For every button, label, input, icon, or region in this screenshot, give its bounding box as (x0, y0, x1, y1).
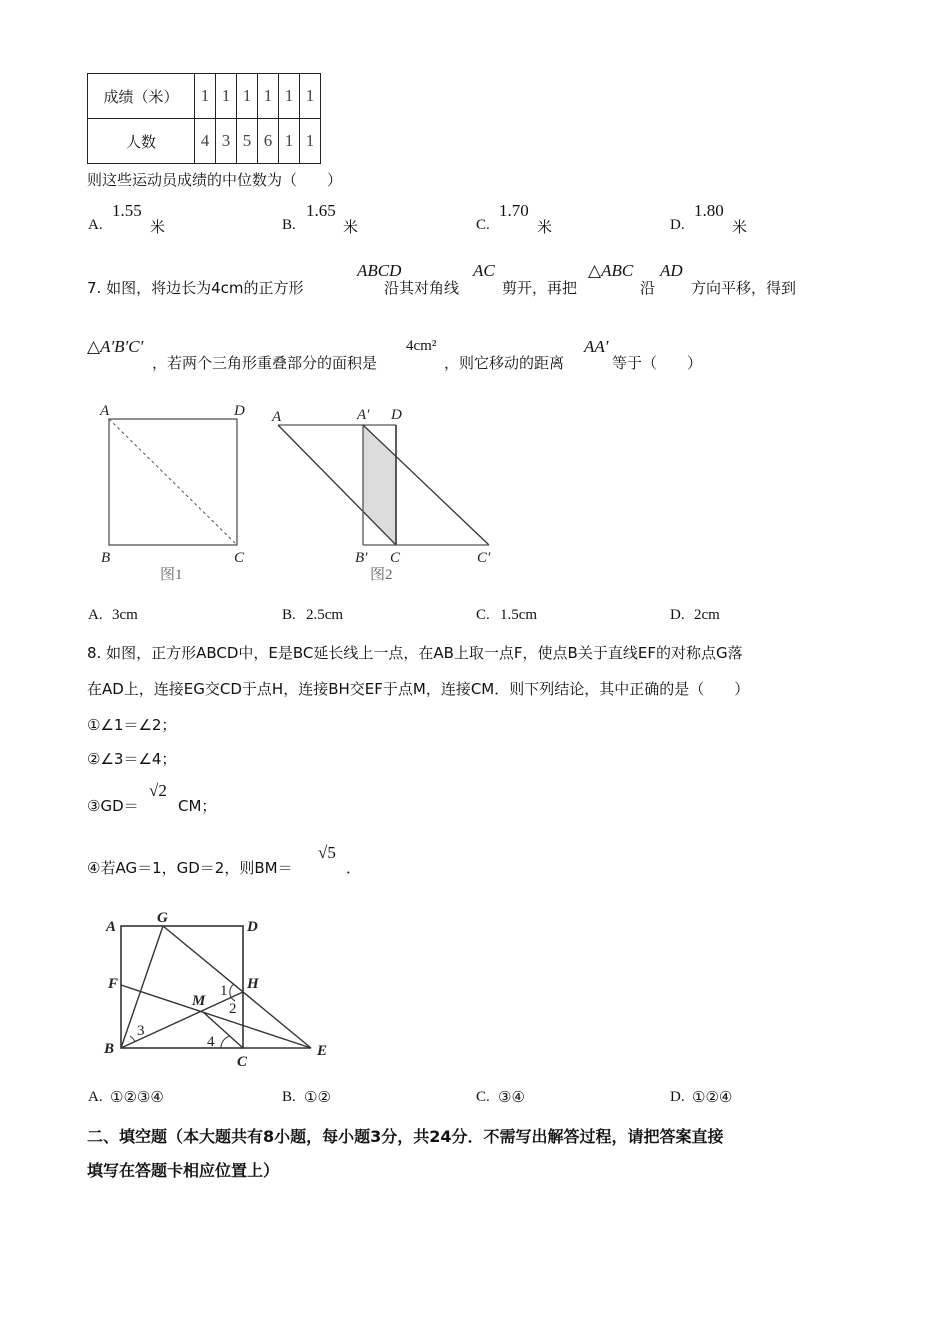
text: ，若两个三角形重叠部分的面积是 (152, 354, 378, 372)
option-text: 2cm (694, 607, 720, 623)
label: C (234, 550, 245, 566)
math: √2 (149, 781, 167, 800)
table-cell: 4 (195, 119, 216, 164)
option-unit: 米 (537, 218, 553, 236)
text: 方向平移，得到 (691, 279, 797, 297)
math: AC (473, 261, 495, 280)
math: AA′ (584, 337, 609, 356)
label: A′ (357, 407, 370, 423)
math: 4cm² (406, 338, 437, 354)
option-value: 1.70 (499, 201, 529, 220)
option-letter: B. (282, 607, 296, 623)
text: ③GD＝ (87, 797, 139, 815)
label: H (247, 976, 259, 992)
caption: 图2 (370, 567, 393, 583)
text: ． (346, 859, 362, 877)
option-text: 2.5cm (306, 607, 344, 623)
option-letter: D. (670, 607, 685, 623)
label: C′ (477, 550, 491, 566)
option-value: 1.80 (694, 201, 724, 220)
table-cell: 1 (195, 74, 216, 119)
text: ，则它移动的距离 (444, 354, 565, 372)
text: 沿 (640, 279, 656, 297)
row-header: 成绩（米） (88, 74, 195, 119)
table-cell: 1 (300, 74, 321, 119)
option-text: ①② (304, 1088, 331, 1106)
label: F (108, 976, 119, 992)
table-cell: 1 (258, 74, 279, 119)
option-letter: B. (282, 217, 296, 233)
label: G (157, 910, 168, 926)
option-unit: 米 (150, 218, 166, 236)
math: △A′B′C′ (87, 337, 144, 356)
q8-line1: 8. 如图，正方形ABCD中，E是BC延长线上一点，在AB上取一点F，使点B关于直线EF的对称点G落 (87, 644, 743, 662)
option-text: ①②④ (692, 1088, 733, 1106)
option-value: 1.65 (306, 201, 336, 220)
option-letter: C. (476, 217, 490, 233)
label: B (104, 1041, 115, 1057)
option-unit: 米 (343, 218, 359, 236)
label: M (192, 993, 206, 1009)
label: A (106, 919, 117, 935)
math: ABCD (357, 261, 402, 280)
option-letter: D. (670, 217, 685, 233)
text: 沿其对角线 (384, 279, 460, 297)
label: 3 (137, 1023, 145, 1039)
option-unit: 米 (732, 218, 748, 236)
q8-statement-2: ②∠3＝∠4； (87, 750, 177, 768)
table-cell: 1 (279, 74, 300, 119)
math: AD (660, 261, 683, 280)
text: 等于（ ） (612, 354, 703, 372)
option-text: 3cm (112, 607, 138, 623)
label: E (317, 1043, 328, 1059)
label: B′ (355, 550, 368, 566)
row-header: 人数 (88, 119, 195, 164)
table-cell: 1 (300, 119, 321, 164)
table-cell: 6 (258, 119, 279, 164)
table-cell: 1 (279, 119, 300, 164)
section-heading: 二、填空题（本大题共有8小题，每小题3分，共24分．不需写出解答过程，请把答案直接 (87, 1127, 724, 1146)
label: D (247, 919, 258, 935)
option-letter: A. (88, 1089, 103, 1105)
text: 剪开，再把 (502, 279, 578, 297)
text: CM； (178, 797, 217, 815)
label: 1 (220, 983, 228, 999)
option-letter: B. (282, 1089, 296, 1105)
math: √5 (318, 843, 336, 862)
option-text: ①②③④ (110, 1088, 164, 1106)
q8-statement-1: ①∠1＝∠2； (87, 716, 177, 734)
label: D (234, 403, 245, 419)
label: A (100, 403, 110, 419)
option-letter: A. (88, 217, 103, 233)
q6-question: 则这些运动员成绩的中位数为（ ） (87, 171, 343, 189)
label: D (391, 407, 402, 423)
math: △ABC (588, 261, 634, 280)
table-cell: 1 (237, 74, 258, 119)
text: ④若AG＝1，GD＝2，则BM＝ (87, 859, 293, 877)
label: A (272, 409, 282, 425)
option-letter: C. (476, 607, 490, 623)
option-text: 1.5cm (500, 607, 538, 623)
table-cell: 5 (237, 119, 258, 164)
label: 4 (207, 1034, 215, 1050)
q8-line2: 在AD上，连接EG交CD于点H，连接BH交EF于点M，连接CM．则下列结论，其中正确的是（ ） (87, 680, 750, 698)
option-letter: D. (670, 1089, 685, 1105)
table-cell: 1 (216, 74, 237, 119)
option-value: 1.55 (112, 201, 142, 220)
label: C (237, 1054, 248, 1070)
option-letter: C. (476, 1089, 490, 1105)
option-letter: A. (88, 607, 103, 623)
label: C (390, 550, 401, 566)
caption: 图1 (160, 567, 183, 583)
section-heading-cont: 填写在答题卡相应位置上） (87, 1161, 280, 1180)
table-cell: 3 (216, 119, 237, 164)
option-text: ③④ (498, 1088, 525, 1106)
label: B (101, 550, 111, 566)
text: 7. 如图，将边长为4cm的正方形 (87, 279, 304, 297)
label: 2 (229, 1001, 237, 1017)
